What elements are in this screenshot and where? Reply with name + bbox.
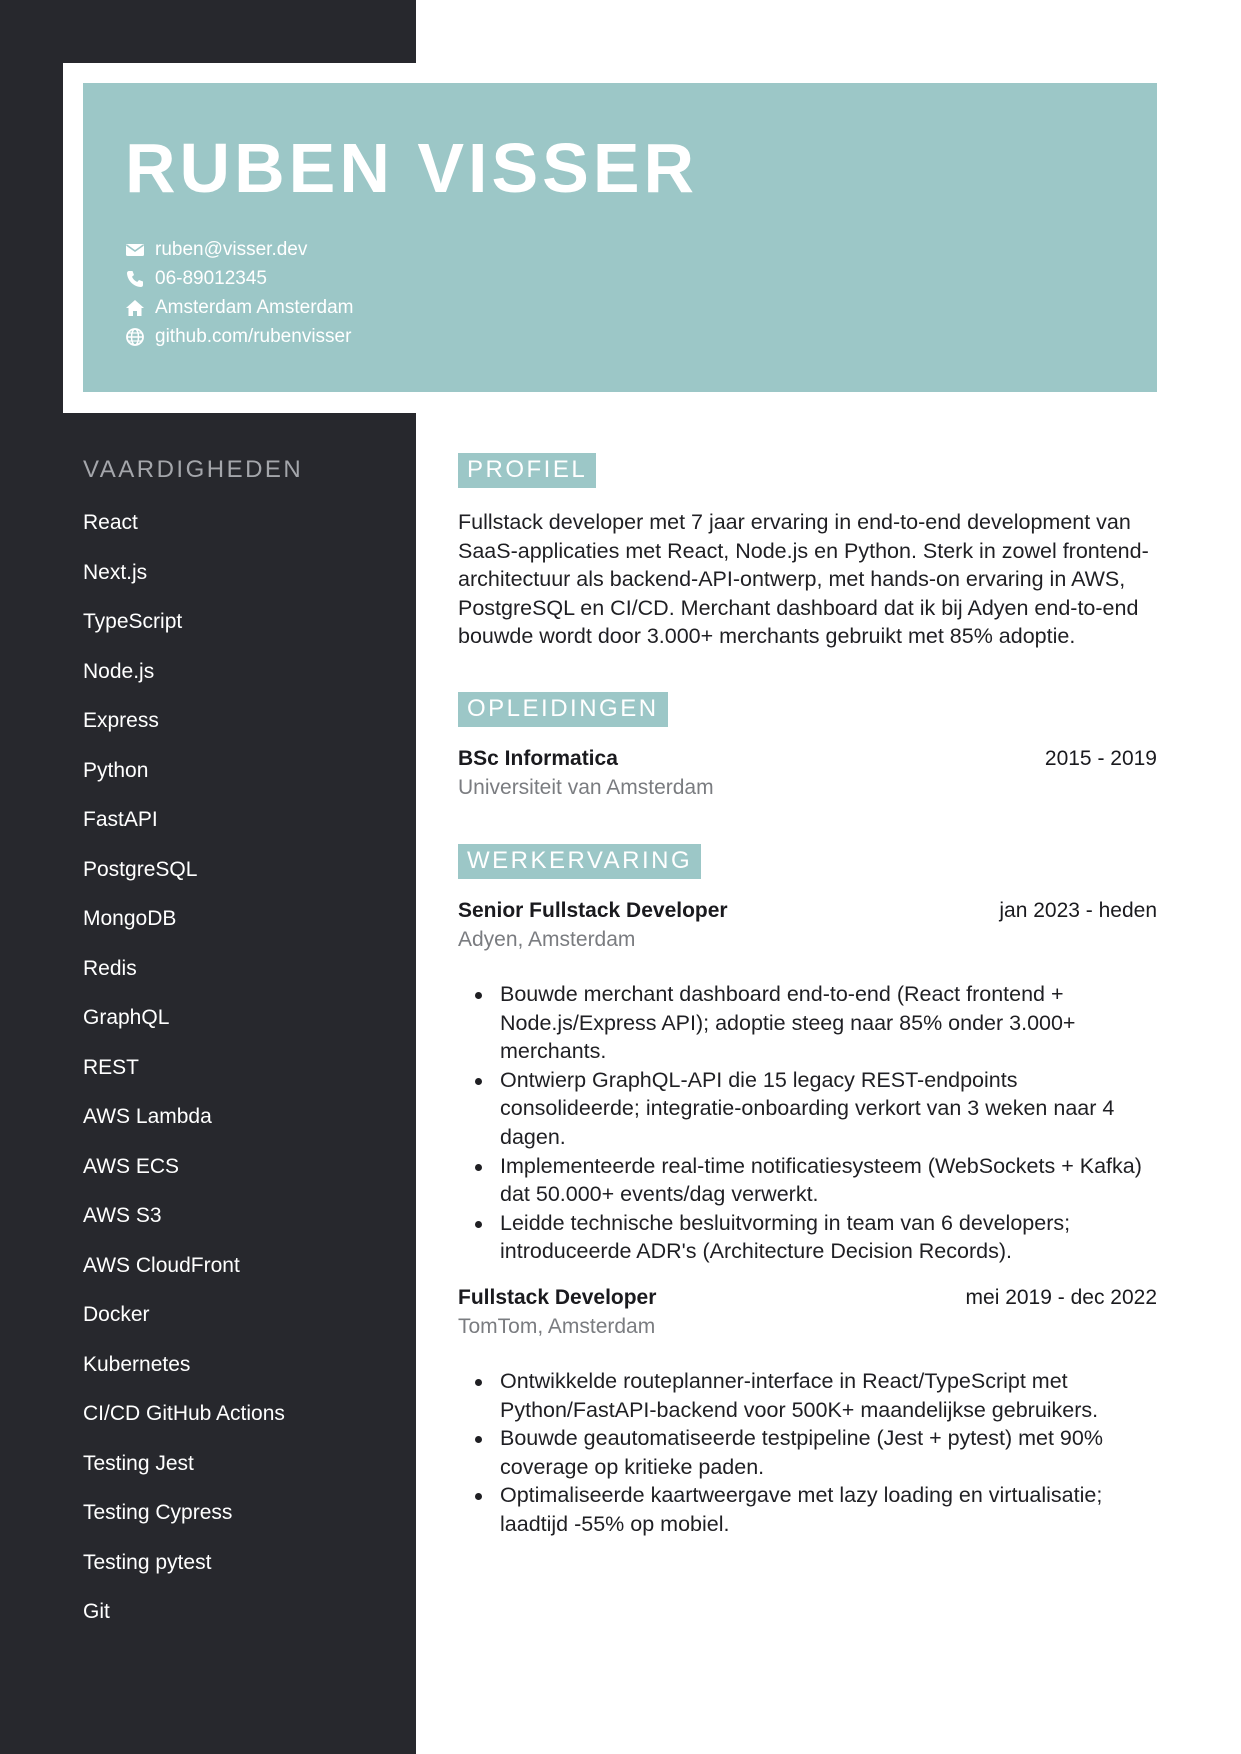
- contact-location-text: Amsterdam Amsterdam: [155, 296, 354, 318]
- education-section: [458, 692, 1157, 802]
- experience-title: WERKERVARING: [458, 844, 701, 879]
- job-bullets: [458, 980, 1157, 1266]
- skill-item: React: [83, 511, 138, 534]
- contact-website-text: github.com/rubenvisser: [155, 325, 352, 347]
- contact-list: [125, 235, 354, 351]
- contact-email[interactable]: [125, 235, 354, 264]
- skill-item: AWS ECS: [83, 1154, 180, 1178]
- skill-item: FastAPI: [83, 808, 158, 831]
- job-bullet: Leidde technische besluitvorming in team van 6 developers; introduceerde ADR's (Architecture Decision Records).: [458, 1209, 1157, 1266]
- profile-title: PROFIEL: [458, 453, 596, 488]
- job-company: TomTom, Amsterdam: [458, 1314, 656, 1338]
- skill-item: Redis: [83, 956, 137, 980]
- profile-text: Fullstack developer met 7 jaar ervaring in end-to-end development van SaaS-applicaties met React, Node.js en Python. Sterk in zowel frontend-architectuur als backend-API-ontwerp, met hands-on ervaring in AWS, PostgreSQL en CI/CD. Merchant dashboard dat ik bij Adyen end-to-end bouwde wordt door 3.000+ merchants gebruikt met 85% adoptie.: [458, 510, 1149, 649]
- home-icon: [125, 298, 145, 318]
- contact-location: [125, 293, 354, 322]
- job-entry: [458, 1284, 1157, 1539]
- education-title: OPLEIDINGEN: [458, 692, 668, 727]
- skill-item: PostgreSQL: [83, 857, 198, 881]
- skill-item: Git: [83, 1600, 110, 1623]
- skill-item: Node.js: [83, 659, 155, 683]
- job-header: [458, 897, 1157, 925]
- skill-item: MongoDB: [83, 907, 177, 930]
- experience-section: [458, 844, 1157, 1539]
- job-role: Fullstack Developer: [458, 1285, 657, 1309]
- skill-item: Testing Jest: [83, 1451, 194, 1475]
- skill-item: TypeScript: [83, 610, 183, 633]
- contact-phone[interactable]: [125, 264, 354, 293]
- skill-item: Docker: [83, 1303, 150, 1326]
- job-header: [458, 1284, 1157, 1312]
- candidate-name: RUBEN VISSER: [125, 129, 699, 207]
- job-dates: mei 2019 - dec 2022: [965, 1285, 1157, 1309]
- envelope-icon: [125, 240, 145, 260]
- education-entry: [458, 745, 1157, 773]
- skill-item: AWS S3: [83, 1204, 162, 1227]
- main-content: [458, 453, 1157, 1538]
- skill-item: Express: [83, 709, 159, 732]
- profile-section: [458, 453, 1157, 651]
- job-bullet: Bouwde geautomatiseerde testpipeline (Jest + pytest) met 90% coverage op kritieke paden.: [458, 1424, 1157, 1481]
- job-bullets: [458, 1367, 1157, 1539]
- job-company: Adyen, Amsterdam: [458, 927, 636, 951]
- skill-item: GraphQL: [83, 1006, 170, 1029]
- education-dates: 2015 - 2019: [1044, 746, 1157, 770]
- skills-list: [83, 504, 285, 1643]
- header-banner: [83, 83, 1157, 392]
- globe-icon: [125, 327, 145, 347]
- skill-item: REST: [83, 1055, 140, 1079]
- job-dates: jan 2023 - heden: [999, 898, 1157, 922]
- skill-item: Python: [83, 758, 149, 782]
- skill-item: Testing Cypress: [83, 1501, 233, 1524]
- job-bullet: Ontwikkelde routeplanner-interface in React/TypeScript met Python/FastAPI-backend voor 500K+ maandelijkse gebruikers.: [458, 1367, 1157, 1424]
- contact-website[interactable]: [125, 322, 354, 351]
- phone-icon: [125, 269, 145, 289]
- job-bullet: Ontwierp GraphQL-API die 15 legacy REST-endpoints consolideerde; integratie-onboarding verkort van 3 weken naar 4 dagen.: [458, 1066, 1157, 1152]
- job-bullet: Bouwde merchant dashboard end-to-end (React frontend + Node.js/Express API); adoptie steeg naar 85% onder 3.000+ merchants.: [458, 980, 1157, 1066]
- skill-item: AWS CloudFront: [83, 1253, 240, 1277]
- education-school: Universiteit van Amsterdam: [458, 775, 714, 799]
- skill-item: AWS Lambda: [83, 1105, 212, 1128]
- job-entry: [458, 897, 1157, 1266]
- contact-email-text: ruben@visser.dev: [155, 238, 308, 260]
- contact-phone-text: 06-89012345: [155, 267, 267, 289]
- skill-item: Testing pytest: [83, 1550, 212, 1574]
- skills-title: VAARDIGHEDEN: [83, 456, 304, 483]
- skill-item: CI/CD GitHub Actions: [83, 1402, 285, 1425]
- skill-item: Next.js: [83, 560, 148, 584]
- job-bullet: Implementeerde real-time notificatiesysteem (WebSockets + Kafka) dat 50.000+ events/dag verwerkt.: [458, 1152, 1157, 1209]
- skill-item: Kubernetes: [83, 1352, 191, 1376]
- job-bullet: Optimaliseerde kaartweergave met lazy loading en virtualisatie; laadtijd -55% op mobiel.: [458, 1481, 1157, 1538]
- job-role: Senior Fullstack Developer: [458, 898, 728, 922]
- education-degree: BSc Informatica: [458, 746, 618, 770]
